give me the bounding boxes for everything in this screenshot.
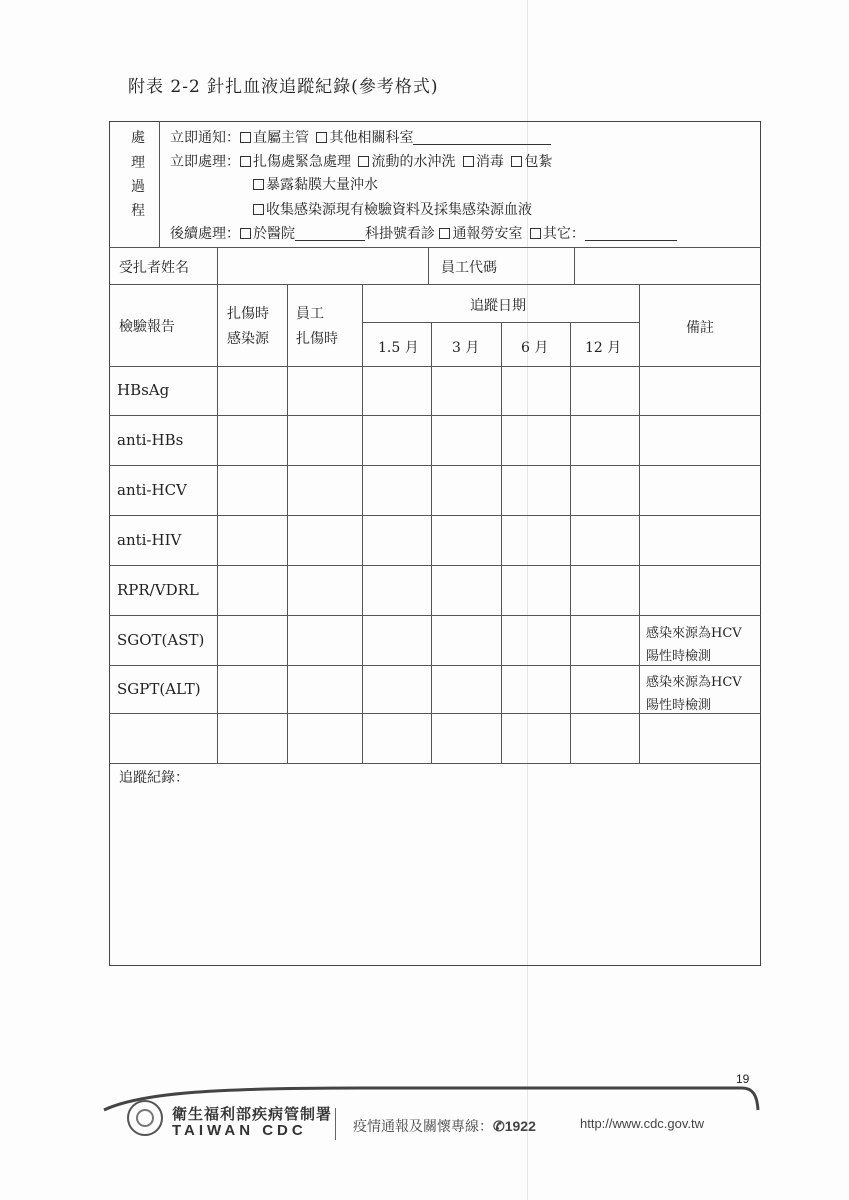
option-direct-supervisor: 直屬主管 [253,130,309,146]
checkbox-mucosa-rinse[interactable] [253,179,264,190]
test-sgot-ast: SGOT(AST) [117,631,205,649]
rule-process-label-col [159,121,160,247]
option-collect-source: 收集感染源現有檢驗資料及採集感染源血液 [266,202,532,218]
rule-info-col-3 [574,247,575,284]
option-hospital-prefix: 於醫院 [253,226,295,242]
rule-table-bottom [109,763,761,764]
process-label-char-3: 過 [131,179,145,195]
option-mucosa-rinse: 暴露黏膜大量沖水 [266,177,378,193]
rule-col-source [287,284,288,763]
checkbox-direct-supervisor[interactable] [240,132,251,143]
immediate-notify-label: 立即通知： [170,130,240,146]
option-wound-emergency: 扎傷處緊急處理 [253,154,351,170]
rule-info-col-2 [428,247,429,284]
rule-header-bottom [109,366,761,367]
immediate-notify-line [170,127,551,147]
checkbox-report-labor-safety[interactable] [439,228,450,239]
rule-process-bottom [109,247,761,248]
remark-sgot-line-1: 感染來源為HCV [646,626,742,641]
source-header-line-2: 感染源 [227,331,269,347]
tracking-date-header: 追蹤日期 [470,298,526,314]
rule-row-5 [109,615,761,616]
process-label-char-4: 程 [131,203,145,219]
option-running-water: 流動的水沖洗 [371,154,456,170]
immediate-handling-line [170,151,552,171]
period-12-month: 12 月 [585,340,622,356]
tracking-record-label: 追蹤紀錄： [119,770,189,786]
test-sgpt-alt: SGPT(ALT) [117,680,201,698]
hotline-line [353,1116,536,1136]
option-other: 其它： [542,226,585,242]
test-rpr-vdrl: RPR/VDRL [117,581,199,599]
page-number: 19 [736,1072,750,1086]
remarks-header: 備註 [686,320,714,336]
other-department-blank[interactable] [413,132,551,145]
phone-icon: ✆ [493,1118,505,1134]
rule-info-bottom [109,284,761,285]
test-anti-hiv: anti-HIV [117,531,182,549]
period-6-month: 6 月 [521,340,549,356]
rule-row-2 [109,465,761,466]
immediate-handling-label: 立即處理： [170,154,240,170]
checkbox-disinfect[interactable] [463,156,474,167]
rule-row-6 [109,665,761,666]
employee-code-label: 員工代碼 [441,260,497,276]
cdc-seal-logo [127,1100,163,1136]
checkbox-bandage[interactable] [511,156,522,167]
hotline-label: 疫情通報及關懷專線： [353,1118,493,1134]
rule-col-report [217,284,218,763]
remark-sgpt-line-1: 感染來源為HCV [646,675,742,690]
source-header-line-1: 扎傷時 [227,306,269,322]
rule-row-4 [109,565,761,566]
other-blank[interactable] [585,228,677,241]
rule-col-6m [570,322,571,763]
followup-label: 後續處理： [170,226,240,242]
collect-source-line [253,199,532,219]
checkbox-collect-source[interactable] [253,204,264,215]
document-title: 附表 2-2 針扎血液追蹤紀錄(參考格式) [128,77,439,97]
hospital-department-blank[interactable] [295,228,365,241]
process-label-char-2: 理 [131,155,145,171]
rule-row-7 [109,713,761,714]
rule-row-3 [109,515,761,516]
checkbox-running-water[interactable] [358,156,369,167]
org-name-en: TAIWAN CDC [172,1122,307,1139]
footer-separator [335,1108,336,1140]
option-bandage: 包紮 [524,154,553,170]
test-anti-hbs: anti-HBs [117,431,184,449]
website-link[interactable]: http://www.cdc.gov.tw [580,1116,705,1131]
option-disinfect: 消毒 [475,154,504,170]
period-3-month: 3 月 [452,340,480,356]
period-1-5-month: 1.5 月 [378,340,419,356]
report-header: 檢驗報告 [119,319,175,335]
option-other-department: 其他相關科室 [329,130,414,146]
rule-col-1-5m [431,322,432,763]
checkbox-other-department[interactable] [316,132,327,143]
test-anti-hcv: anti-HCV [117,481,187,499]
rule-col-employee [362,284,363,763]
employee-header-line-1: 員工 [296,306,324,322]
mucosa-rinse-line [253,174,378,194]
process-label-char-1: 處 [131,130,145,146]
rule-row-1 [109,415,761,416]
option-report-labor-safety: 通報勞安室 [452,226,523,242]
remark-sgpt-line-2: 陽性時檢測 [646,698,712,713]
remark-sgot-line-2: 陽性時檢測 [646,649,712,664]
org-name-zh: 衛生福利部疾病管制署 [172,1106,333,1123]
checkbox-wound-emergency[interactable] [240,156,251,167]
rule-col-3m [501,322,502,763]
rule-info-col-1 [217,247,218,284]
checkbox-other[interactable] [530,228,541,239]
checkbox-hospital-visit[interactable] [240,228,251,239]
followup-line [170,223,677,243]
rule-col-12m [639,284,640,763]
hotline-number: 1922 [504,1118,536,1134]
option-hospital-suffix: 科掛號看診 [365,226,435,242]
employee-header-line-2: 扎傷時 [296,331,338,347]
injured-name-label: 受扎者姓名 [119,260,189,276]
test-hbsag: HBsAg [117,381,170,399]
